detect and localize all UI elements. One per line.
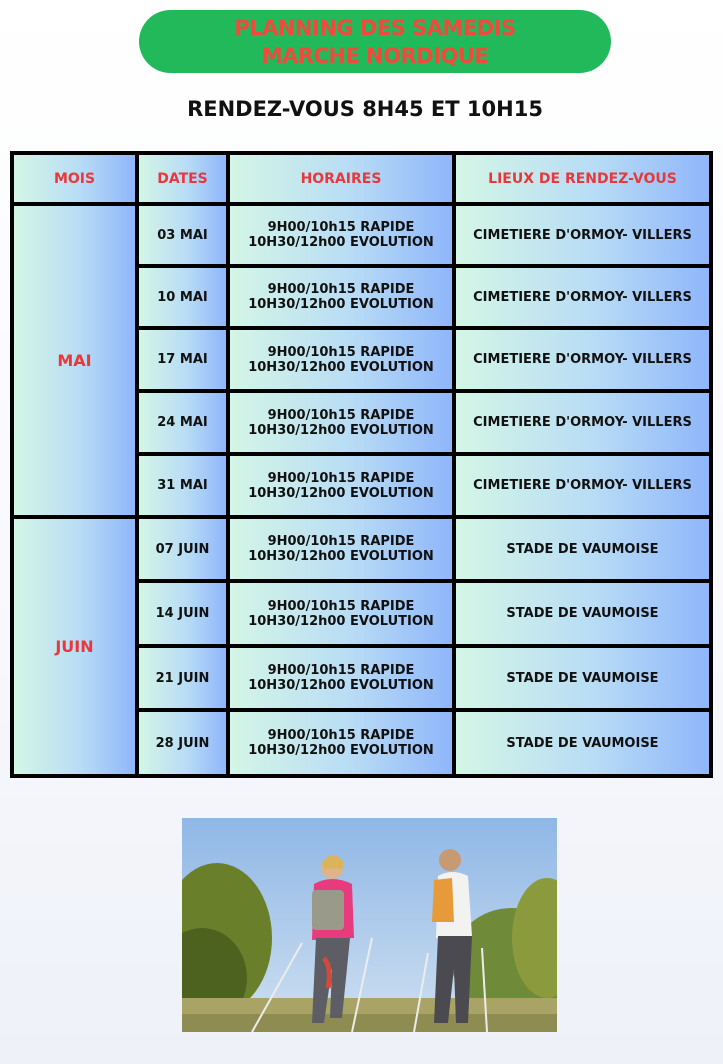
meeting-times-subtitle: RENDEZ-VOUS 8H45 ET 10H15 xyxy=(187,97,543,121)
location-cell: STADE DE VAUMOISE xyxy=(456,583,709,644)
hours-evolution: 10H30/12h00 EVOLUTION xyxy=(248,678,434,693)
location-cell: CIMETIERE D'ORMOY- VILLERS xyxy=(456,268,709,326)
hours-evolution: 10H30/12h00 EVOLUTION xyxy=(248,235,434,250)
date-cell: 21 JUIN xyxy=(139,648,226,708)
month-cell-mai: MAI xyxy=(14,206,135,515)
header-lieux: LIEUX DE RENDEZ-VOUS xyxy=(456,155,709,202)
header-mois: MOIS xyxy=(14,155,135,202)
hours-evolution: 10H30/12h00 EVOLUTION xyxy=(248,359,434,375)
hours-evolution: 10H30/12h00 EVOLUTION xyxy=(248,297,434,312)
schedule-table xyxy=(10,151,713,778)
hours-rapide: 9H00/10h15 RAPIDE xyxy=(267,470,415,486)
hours-evolution: 10H30/12h00 EVOLUTION xyxy=(248,743,434,758)
hours-cell xyxy=(230,393,452,452)
hours-rapide: 9H00/10h15 RAPIDE xyxy=(267,728,415,743)
hours-rapide: 9H00/10h15 RAPIDE xyxy=(267,663,415,678)
hours-evolution: 10H30/12h00 EVOLUTION xyxy=(248,485,434,501)
date-cell: 24 MAI xyxy=(139,393,226,452)
photo-illustration xyxy=(182,818,557,1032)
date-cell: 03 MAI xyxy=(139,206,226,264)
header-dates: DATES xyxy=(139,155,226,202)
hours-evolution: 10H30/12h00 EVOLUTION xyxy=(248,422,434,438)
hours-rapide: 9H00/10h15 RAPIDE xyxy=(267,344,415,360)
hours-rapide: 9H00/10h15 RAPIDE xyxy=(267,282,415,297)
month-cell-juin: JUIN xyxy=(14,519,135,774)
hours-rapide: 9H00/10h15 RAPIDE xyxy=(267,220,415,235)
title-banner xyxy=(139,10,611,73)
hours-cell xyxy=(230,330,452,389)
nordic-walkers-photo xyxy=(182,818,557,1032)
header-horaires: HORAIRES xyxy=(230,155,452,202)
location-cell: STADE DE VAUMOISE xyxy=(456,648,709,708)
hours-cell xyxy=(230,268,452,326)
hours-rapide: 9H00/10h15 RAPIDE xyxy=(267,407,415,423)
location-cell: CIMETIERE D'ORMOY- VILLERS xyxy=(456,393,709,452)
location-cell: STADE DE VAUMOISE xyxy=(456,712,709,774)
date-cell: 31 MAI xyxy=(139,456,226,515)
date-cell: 14 JUIN xyxy=(139,583,226,644)
hours-cell xyxy=(230,206,452,264)
date-cell: 17 MAI xyxy=(139,330,226,389)
banner-title-line1: PLANNING DES SAMEDIS xyxy=(234,15,516,40)
date-cell: 10 MAI xyxy=(139,268,226,326)
hours-evolution: 10H30/12h00 EVOLUTION xyxy=(248,613,434,629)
hours-cell xyxy=(230,648,452,708)
date-cell: 07 JUIN xyxy=(139,519,226,579)
banner-title-line2: MARCHE NORDIQUE xyxy=(261,43,489,68)
hours-rapide: 9H00/10h15 RAPIDE xyxy=(267,534,415,549)
hours-cell xyxy=(230,519,452,579)
location-cell: CIMETIERE D'ORMOY- VILLERS xyxy=(456,456,709,515)
location-cell: CIMETIERE D'ORMOY- VILLERS xyxy=(456,330,709,389)
hours-cell xyxy=(230,583,452,644)
location-cell: STADE DE VAUMOISE xyxy=(456,519,709,579)
date-cell: 28 JUIN xyxy=(139,712,226,774)
hours-rapide: 9H00/10h15 RAPIDE xyxy=(267,598,415,614)
hours-cell xyxy=(230,712,452,774)
location-cell: CIMETIERE D'ORMOY- VILLERS xyxy=(456,206,709,264)
hours-evolution: 10H30/12h00 EVOLUTION xyxy=(248,549,434,564)
hours-cell xyxy=(230,456,452,515)
